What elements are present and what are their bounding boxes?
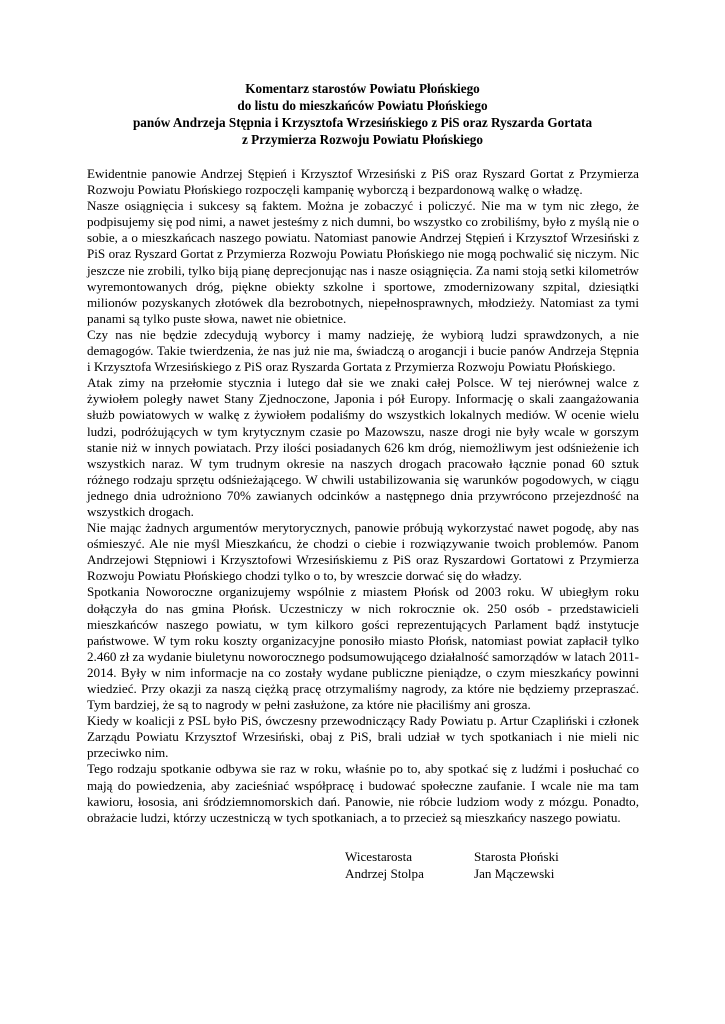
paragraph-1: Ewidentnie panowie Andrzej Stępień i Krzysztof Wrzesiński z PiS oraz Ryszard Gortat z Przymierza Rozwoju Powiatu Płońskiego rozpoczęli kampanię wyborczą i bezpardonową walkę o władzę. [87,166,639,198]
paragraph-3: Czy nas nie będzie zdecydują wyborcy i mamy nadzieję, że wybiorą ludzi sprawdzonych, a nie demagogów. Takie twierdzenia, że nas już nie ma, świadczą o arogancji i bucie panów Andrzeja Stępnia i Krzysztofa Wrzesińskiego z PiS oraz Ryszarda Gortata z Przymierza Rozwoju Powiatu Płońskiego. [87,326,639,375]
signature-vice-starosta [345,848,424,882]
paragraph-4: Atak zimy na przełomie stycznia i lutego dał sie we znaki całej Polsce. W tej nierównej walce z żywiołem poległy nawet Stany Zjednoczone, Japonia i pół Europy. Informację o skali zaangażowania służb powiatowych w walkę z żywiołem podaliśmy do wszystkich lokalnych mediów. W ocenie wielu ludzi, podróżujących w tym krytycznym czasie po Mazowszu, nasze drogi nie były wcale w gorszym stanie niż w innych powiatach. Przy ilości posiadanych 626 km dróg, niemożliwym jest odśnieżenie ich wszystkich naraz. W tym trudnym okresie na naszych drogach pracowało łącznie ponad 60 sztuk różnego rodzaju sprzętu odśnieżającego. W chwili ustabilizowania się warunków pogodowych, w ciągu jednego dnia udrożniono 70% zawianych odcinków a następnego dnia przywrócono przejezdność na wszystkich drogach. [87,375,639,519]
signature-name: Andrzej Stolpa [345,866,424,881]
paragraph-2: Nasze osiągnięcia i sukcesy są faktem. Można je zobaczyć i policzyć. Nie ma w tym nic złego, że podpisujemy się pod nimi, a nawet jesteśmy z nich dumni, bo wszystko co zrobiliśmy, było z myślą nie o sobie, a o mieszkańcach naszego powiatu. Natomiast panowie Andrzej Stępień i Krzysztof Wrzesiński z PiS oraz Ryszard Gortat z Przymierza Rozwoju Powiatu Płońskiego nie mogą pochwalić się niczym. Nic jeszcze nie zrobili, tylko biją pianę deprecjonując nas i nasze osiągnięcia. Za nami stoją setki kilometrów wyremontowanych dróg, piękne obiekty szkolne i sportowe, zmodernizowany szpital, dziesiątki milionów pozyskanych złotówek dla bezrobotnych, niepełnosprawnych, młodzieży. Natomiast za tymi panami są tylko puste słowa, nawet nie obietnice. [87,198,639,326]
document-body [87,166,639,826]
title-line-4: z Przymierza Rozwoju Powiatu Płońskiego [242,132,483,147]
signature-role: Starosta Płoński [474,849,559,864]
title-line-3: panów Andrzeja Stępnia i Krzysztofa Wrzesińskiego z PiS oraz Ryszarda Gortata [132,115,593,130]
title-line-2: do listu do mieszkańców Powiatu Płońskiego [237,98,488,113]
document-title [0,80,725,148]
paragraph-6: Spotkania Noworoczne organizujemy wspólnie z miastem Płońsk od 2003 roku. W ubiegłym roku dołączyła do nas gmina Płońsk. Uczestniczy w nich rokrocznie ok. 250 osób - przedstawicieli mieszkańców naszego powiatu, w tym kilkoro gości reprezentujących Parlament bądź instytucje państwowe. W tym roku koszty organizacyjne ponosiło miasto Płońsk, natomiast powiat zapłacił tylko 2.460 zł za wydanie biuletynu noworocznego podsumowującego działalność samorządów w latach 2011-2014. Były w nim informacje na co zostały wydane publiczne pieniądze, o czym mieszkańcy powinni wiedzieć. Przy okazji za naszą ciężką pracę otrzymaliśmy nagrody, za które nie będziemy przepraszać. Tym bardziej, że są to nagrody w pełni zasłużone, za które nie płaciliśmy ani grosza. [87,584,639,713]
signature-name: Jan Mączewski [474,866,555,881]
paragraph-5: Nie mając żadnych argumentów merytorycznych, panowie próbują wykorzystać nawet pogodę, aby nas ośmieszyć. Ale nie myśl Mieszkańcu, że chodzi o ciebie i rozwiązywanie twoich problemów. Panom Andrzejowi Stępniowi i Krzysztofowi Wrzesińskiemu z PiS oraz Ryszardowi Gortatowi z Przymierza Rozwoju Powiatu Płońskiego chodzi tylko o to, by wreszcie dorwać się do władzy. [87,520,639,584]
paragraph-7: Kiedy w koalicji z PSL było PiS, ówczesny przewodniczący Rady Powiatu p. Artur Czapliński i członek Zarządu Powiatu Krzysztof Wrzesiński, obaj z PiS, brali udział w tych spotkaniach i nie mieli nic przeciwko nim. [87,713,639,761]
paragraph-8: Tego rodzaju spotkanie odbywa sie raz w roku, właśnie po to, aby spotkać się z ludźmi i posłuchać co mają do powiedzenia, aby zacieśniać współpracę i budować społeczne zaufanie. I wcale nie ma tam kawioru, łososia, ani śródziemnomorskich dań. Panowie, nie róbcie ludziom wody z mózgu. Ponadto, obrażacie ludzi, którzy uczestniczą w tych spotkaniach, a to przecież są mieszkańcy naszego powiatu. [87,761,639,825]
title-line-1: Komentarz starostów Powiatu Płońskiego [245,81,480,96]
signature-starosta [474,848,559,882]
signature-role: Wicestarosta [345,849,413,864]
